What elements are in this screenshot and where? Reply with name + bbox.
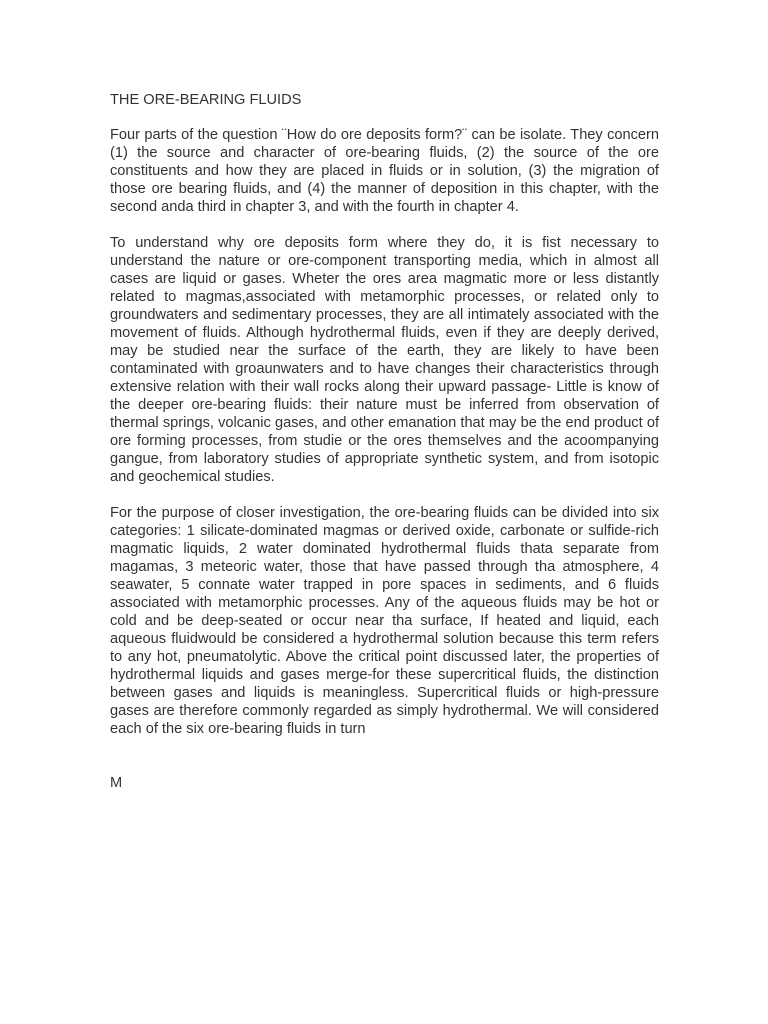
document-body	[110, 91, 659, 792]
paragraph-fluid-categories: For the purpose of closer investigation, the ore-bearing fluids can be divided into six categories: 1 silicate-dominated magmas or derived oxide, carbonate or sulfide-rich magmatic liquids, 2 water dominated hydrothermal fluids thata separate from magamas, 3 meteoric water, those that have passed through tha atmosphere, 4 seawater, 5 connate water trapped in pore spaces in sediments, and 6 fluids associated with metamorphic processes. Any of the aqueous fluids may be hot or cold and be deep-seated or occur near tha surface, If heated and liquid, each aqueous fluidwould be considered a hydrothermal solution because this term refers to any hot, pneumatolytic. Above the critical point discussed later, the properties of hydrothermal liquids and gases merge-for these supercritical fluids, the distinction between gases and liquids is meaningless. Supercritical fluids or high-pressure gases are therefore commonly regarded as simply hydrothermal. We will considered each of the six ore-bearing fluids in turn	[110, 505, 659, 737]
paragraph-transporting-media: To understand why ore deposits form where they do, it is fist necessary to understand the nature or ore-component transporting media, which in almost all cases are liquid or gases. Wheter the ores area magmatic more or less distantly related to magmas,associated with metamorphic processes, or related only to groundwaters and sedimentary processes, they are all intimately associated with the movement of fluids. Although hydrothermal fluids, even if they are deeply derived, may be studied near the surface of the earth, they are likely to have been contaminated with groaunwaters and to have changes their characteristics through extensive relation with their wall rocks along their upward passage- Little is know of the deeper ore-bearing fluids: their nature must be inferred from observation of thermal springs, volcanic gases, and other emanation that may be the end product of ore forming processes, from studie or the ores themselves and the acoompanying gangue, from laboratory studies of appropriate synthetic system, and from isotopic and geochemical studies.	[110, 235, 659, 485]
document-title: THE ORE-BEARING FLUIDS	[110, 92, 302, 108]
paragraph-ore-deposit-questions: Four parts of the question ¨How do ore deposits form?¨ can be isolate. They concern (1) the source and character of ore-bearing fluids, (2) the source of the ore constituents and how they are placed in fluids or in solution, (3) the migration of those ore bearing fluids, and (4) the manner of deposition in this chapter, with the second anda third in chapter 3, and with the fourth in chapter 4.	[110, 127, 659, 215]
trailing-text: M	[110, 775, 123, 791]
